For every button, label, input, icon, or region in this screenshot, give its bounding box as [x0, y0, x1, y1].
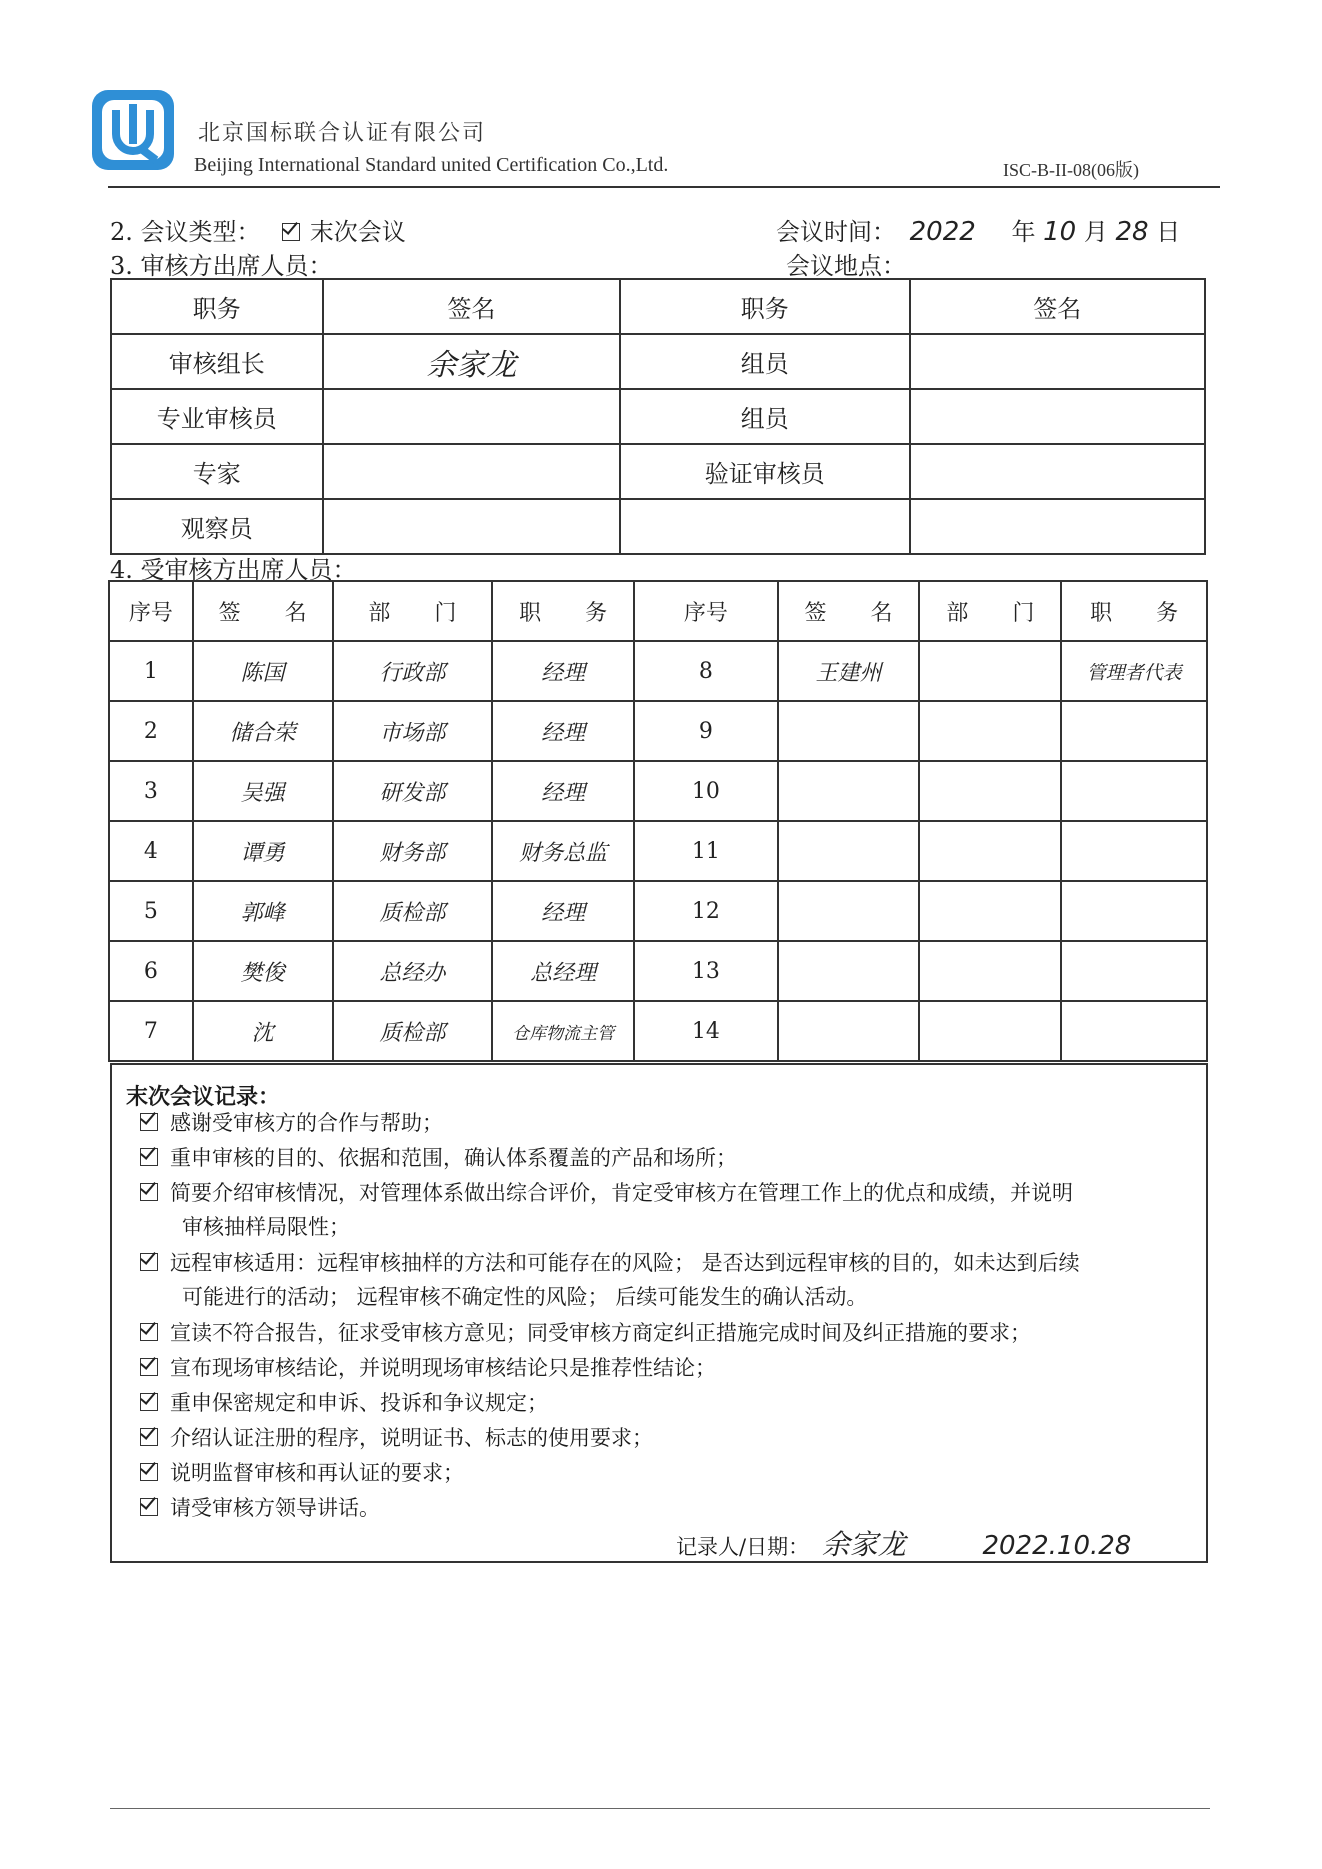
department-cell: 质检部 [333, 881, 493, 941]
auditor-attendance-table [110, 278, 1206, 555]
record-item-continuation: 可能进行的活动； 远程审核不确定性的风险； 后续可能发生的确认活动。 [182, 1285, 868, 1309]
company-name-cn: 北京国标联合认证有限公司 [198, 121, 487, 146]
auditor-attendees-label: 3. 审核方出席人员： [110, 252, 333, 280]
department-cell [919, 761, 1061, 821]
checkbox-checked[interactable] [140, 1498, 158, 1516]
signature-cell: 沈 [193, 1001, 333, 1061]
company-name-en: Beijing International Standard united Certification Co.,Ltd. [194, 154, 669, 176]
seq-cell: 14 [634, 1001, 778, 1061]
meeting-place-label: 会议地点： [786, 252, 906, 280]
day-unit: 日 [1156, 218, 1181, 246]
footer-divider [110, 1808, 1210, 1809]
meeting-year-handwritten: 2022 [909, 217, 976, 247]
seq-cell: 9 [634, 701, 778, 761]
signature-cell [910, 444, 1205, 499]
recorder-date-handwritten: 2022.10.28 [982, 1531, 1132, 1561]
seq-cell: 10 [634, 761, 778, 821]
header-cell: 序号 [634, 581, 778, 641]
recorder-row [676, 1523, 1131, 1563]
meeting-day-handwritten: 28 [1115, 217, 1149, 247]
year-unit: 年 [1011, 218, 1036, 246]
auditee-attendees-label: 4. 受审核方出席人员： [110, 556, 357, 584]
department-cell: 研发部 [333, 761, 493, 821]
department-cell [919, 641, 1061, 701]
signature-cell [778, 881, 920, 941]
position-cell [1061, 881, 1207, 941]
table-row [111, 499, 1205, 554]
table-row [109, 881, 1207, 941]
auditee-attendance-table [108, 580, 1208, 1062]
department-cell: 质检部 [333, 1001, 493, 1061]
position-cell: 管理者代表 [1061, 641, 1207, 701]
signature-cell [323, 389, 620, 444]
signature-cell: 樊俊 [193, 941, 333, 1001]
signature-cell: 余家龙 [323, 334, 620, 389]
checkbox-checked[interactable] [140, 1113, 158, 1131]
signature-cell [778, 941, 920, 1001]
department-cell [919, 1001, 1061, 1061]
meeting-time-row [776, 212, 1180, 247]
table-row [111, 389, 1205, 444]
meeting-month-handwritten: 10 [1043, 217, 1077, 247]
record-item: 重申审核的目的、依据和范围，确认体系覆盖的产品和场所； [140, 1141, 1200, 1175]
signature-cell [910, 389, 1205, 444]
checkbox-checked[interactable] [140, 1463, 158, 1481]
seq-cell: 4 [109, 821, 193, 881]
department-cell: 财务部 [333, 821, 493, 881]
header-cell: 职 务 [1061, 581, 1207, 641]
position-cell [1061, 761, 1207, 821]
signature-cell: 谭勇 [193, 821, 333, 881]
recorder-label: 记录人/日期： [676, 1535, 810, 1559]
signature-cell [778, 1001, 920, 1061]
position-cell: 经理 [492, 881, 634, 941]
seq-cell: 13 [634, 941, 778, 1001]
seq-cell: 5 [109, 881, 193, 941]
position-cell: 仓库物流主管 [492, 1001, 634, 1061]
table-row [111, 444, 1205, 499]
role-cell: 专业审核员 [111, 389, 323, 444]
signature-cell [778, 761, 920, 821]
seq-cell: 8 [634, 641, 778, 701]
signature-cell [323, 499, 620, 554]
record-item: 简要介绍审核情况，对管理体系做出综合评价，肯定受审核方在管理工作上的优点和成绩，并说明 审核抽样局限性； [140, 1176, 1200, 1244]
checkbox-checked[interactable] [140, 1148, 158, 1166]
department-cell [919, 821, 1061, 881]
meeting-type-row [110, 212, 406, 247]
table-row [109, 761, 1207, 821]
record-item: 请受审核方领导讲话。 [140, 1491, 1200, 1525]
header-cell: 签 名 [778, 581, 920, 641]
meeting-type-checkbox[interactable] [282, 223, 300, 241]
record-item-continuation: 审核抽样局限性； [182, 1215, 350, 1239]
month-unit: 月 [1083, 218, 1108, 246]
document-code: ISC-B-II-08(06版) [1003, 160, 1139, 180]
position-cell: 财务总监 [492, 821, 634, 881]
position-cell [1061, 941, 1207, 1001]
meeting-time-label: 会议时间： [776, 218, 896, 246]
table-header-row [111, 279, 1205, 334]
signature-cell: 陈国 [193, 641, 333, 701]
signature-cell [323, 444, 620, 499]
checkbox-checked[interactable] [140, 1323, 158, 1341]
meeting-record-title: 末次会议记录： [126, 1084, 281, 1110]
position-cell: 总经理 [492, 941, 634, 1001]
checkbox-checked[interactable] [140, 1358, 158, 1376]
header-divider [108, 186, 1220, 188]
seq-cell: 1 [109, 641, 193, 701]
signature-cell: 王建州 [778, 641, 920, 701]
header-cell: 签名 [910, 279, 1205, 334]
role-cell: 验证审核员 [620, 444, 909, 499]
record-item: 介绍认证注册的程序，说明证书、标志的使用要求； [140, 1421, 1200, 1455]
header-cell: 职 务 [492, 581, 634, 641]
department-cell: 总经办 [333, 941, 493, 1001]
position-cell [1061, 821, 1207, 881]
seq-cell: 11 [634, 821, 778, 881]
header-cell: 职务 [620, 279, 909, 334]
isc-logo-icon [90, 88, 176, 172]
table-row [111, 334, 1205, 389]
department-cell: 市场部 [333, 701, 493, 761]
record-item: 说明监督审核和再认证的要求； [140, 1456, 1200, 1490]
record-item: 宣布现场审核结论，并说明现场审核结论只是推荐性结论； [140, 1351, 1200, 1385]
header-cell: 部 门 [919, 581, 1061, 641]
position-cell: 经理 [492, 641, 634, 701]
role-cell: 观察员 [111, 499, 323, 554]
table-header-row [109, 581, 1207, 641]
department-cell: 行政部 [333, 641, 493, 701]
header-cell: 签名 [323, 279, 620, 334]
meeting-type-value: 末次会议 [309, 218, 406, 246]
department-cell [919, 881, 1061, 941]
role-cell [620, 499, 909, 554]
table-row [109, 1001, 1207, 1061]
header-cell: 部 门 [333, 581, 493, 641]
meeting-type-label: 2. 会议类型： [110, 218, 261, 246]
table-row [109, 821, 1207, 881]
role-cell: 审核组长 [111, 334, 323, 389]
seq-cell: 6 [109, 941, 193, 1001]
checkbox-checked[interactable] [140, 1183, 158, 1201]
role-cell: 专家 [111, 444, 323, 499]
position-cell: 经理 [492, 761, 634, 821]
signature-cell [778, 701, 920, 761]
table-row [109, 701, 1207, 761]
checkbox-checked[interactable] [140, 1428, 158, 1446]
signature-cell: 吴强 [193, 761, 333, 821]
department-cell [919, 941, 1061, 1001]
header-cell: 签 名 [193, 581, 333, 641]
signature-cell [910, 499, 1205, 554]
seq-cell: 3 [109, 761, 193, 821]
checkbox-checked[interactable] [140, 1393, 158, 1411]
position-cell: 经理 [492, 701, 634, 761]
department-cell [919, 701, 1061, 761]
seq-cell: 7 [109, 1001, 193, 1061]
record-item: 宣读不符合报告，征求受审核方意见；同受审核方商定纠正措施完成时间及纠正措施的要求； [140, 1316, 1200, 1350]
record-item: 感谢受审核方的合作与帮助； [140, 1106, 1200, 1140]
signature-cell [778, 821, 920, 881]
checkbox-checked[interactable] [140, 1253, 158, 1271]
seq-cell: 12 [634, 881, 778, 941]
signature-cell: 郭峰 [193, 881, 333, 941]
seq-cell: 2 [109, 701, 193, 761]
table-row [109, 941, 1207, 1001]
recorder-signature: 余家龙 [821, 1528, 906, 1561]
record-item: 远程审核适用：远程审核抽样的方法和可能存在的风险； 是否达到远程审核的目的，如未达到后续 可能进行的活动； 远程审核不确定性的风险； 后续可能发生的确认活动。 [140, 1246, 1200, 1314]
signature-cell: 储合荣 [193, 701, 333, 761]
position-cell [1061, 701, 1207, 761]
header-cell: 序号 [109, 581, 193, 641]
role-cell: 组员 [620, 389, 909, 444]
position-cell [1061, 1001, 1207, 1061]
header-cell: 职务 [111, 279, 323, 334]
role-cell: 组员 [620, 334, 909, 389]
signature-cell [910, 334, 1205, 389]
record-item: 重申保密规定和申诉、投诉和争议规定； [140, 1386, 1200, 1420]
table-row [109, 641, 1207, 701]
